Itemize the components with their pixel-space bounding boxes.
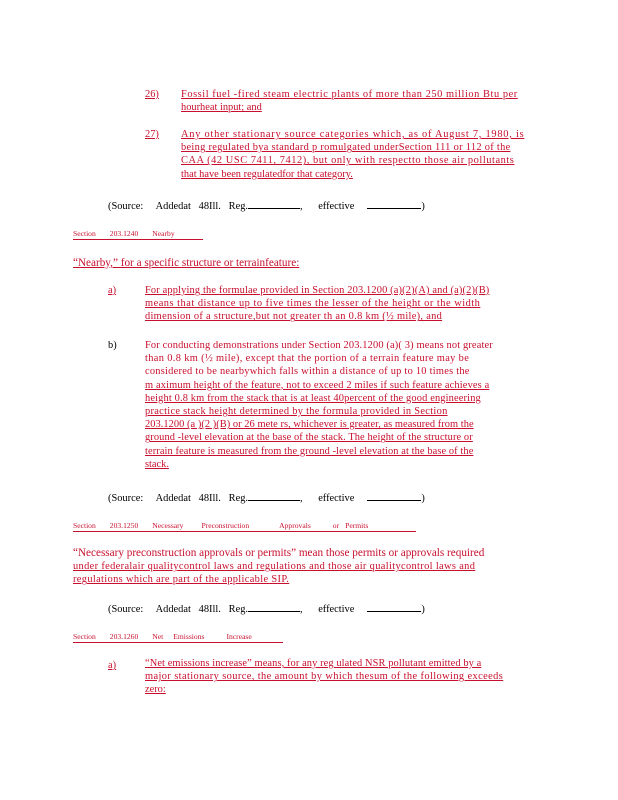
item-a-text bbox=[145, 284, 530, 324]
source-effective: effective bbox=[318, 604, 355, 615]
item-27-line: CAA (42 USC 7411, 7412), but only with respectto those air pollutants bbox=[181, 155, 515, 167]
source-reg: Reg. bbox=[228, 201, 248, 212]
item-b-line: height 0.8 km from the stack that is at least 40percent of the good engineering bbox=[145, 392, 481, 404]
net-emissions-line: “Net emissions increase” means, for any reg ulated NSR pollutant emitted by a bbox=[145, 658, 482, 669]
source-label: (Source: bbox=[108, 493, 144, 504]
item-b-line: than 0.8 km (½ mile), except that the portion of a terrain feature may be bbox=[145, 353, 470, 365]
heading-title: Approvals bbox=[279, 521, 311, 530]
item-26-line: Fossil fuel -fired steam electric plants of more than 250 million Btu per bbox=[181, 89, 518, 100]
blank-line bbox=[367, 199, 421, 209]
item-a-line: For applying the formulae provided in Section 203.1200 (a)(2)(A) and (a)(2)(B) bbox=[145, 285, 490, 296]
source-reg: Reg. bbox=[228, 604, 248, 615]
item-26-line: hourheat input; and bbox=[181, 102, 262, 114]
heading-word: Section bbox=[73, 632, 96, 641]
item-27-number: 27) bbox=[145, 129, 159, 140]
source-note: (Source: Addedat 48Ill. Reg. , effective ) bbox=[108, 493, 425, 504]
net-emissions-text bbox=[145, 657, 530, 697]
item-a-letter: a) bbox=[108, 660, 117, 671]
source-label: (Source: bbox=[108, 201, 144, 212]
body-line: under federalair qualitycontrol laws and regulations and those air qualitycontrol laws and bbox=[73, 561, 476, 572]
item-b-line: stack. bbox=[145, 458, 169, 470]
item-26-text bbox=[181, 88, 526, 114]
item-27-text bbox=[181, 128, 541, 181]
body-line: “Necessary preconstruction approvals or permits” mean those permits or approvals required bbox=[73, 547, 485, 559]
heading-word: Section bbox=[73, 229, 96, 238]
body-line: regulations which are part of the applicable SIP. bbox=[73, 574, 290, 586]
source-reg: Reg. bbox=[228, 493, 248, 504]
item-27-line: being regulated bya standard p romulgated underSection 111 or 112 of the bbox=[181, 142, 511, 154]
source-note: (Source: Addedat 48Ill. Reg. , effective ) bbox=[108, 604, 425, 615]
item-b-text bbox=[145, 339, 535, 471]
source-added: Addedat bbox=[155, 201, 191, 212]
item-26-number: 26) bbox=[145, 89, 159, 100]
heading-title: Net bbox=[152, 632, 164, 641]
source-added: Addedat bbox=[155, 604, 191, 615]
blank-line bbox=[367, 602, 421, 612]
source-effective: effective bbox=[318, 201, 355, 212]
source-added: Addedat bbox=[155, 493, 191, 504]
item-b-line: m aximum height of the feature, not to exceed 2 miles if such feature achieves a bbox=[145, 379, 490, 391]
heading-title: Permits bbox=[345, 521, 369, 530]
item-b-line: For conducting demonstrations under Section 203.1200 (a)( 3) means not greater bbox=[145, 340, 493, 351]
item-b-line: considered to be nearbywhich falls within a distance of up to 10 times the bbox=[145, 366, 470, 378]
net-emissions-line: major stationary source, the amount by which thesum of the following exceeds bbox=[145, 671, 504, 683]
section-1260-heading bbox=[73, 632, 283, 643]
net-emissions-line: zero: bbox=[145, 684, 166, 696]
item-b-line: terrain feature is measured from the ground -level elevation at the base of the bbox=[145, 445, 474, 457]
item-27-line: that have been regulatedfor that category. bbox=[181, 168, 353, 180]
source-close: ) bbox=[421, 604, 425, 615]
source-register: 48Ill. bbox=[198, 604, 221, 615]
source-register: 48Ill. bbox=[198, 493, 221, 504]
heading-word: Section bbox=[73, 521, 96, 530]
section-1250-body bbox=[73, 546, 533, 586]
item-a-line: means that distance up to five times the lesser of the height or the width bbox=[145, 298, 481, 310]
nearby-definition: “Nearby,” for a specific structure or terrainfeature: bbox=[73, 257, 300, 269]
heading-number: 203.1250 bbox=[109, 521, 139, 530]
source-register: 48Ill. bbox=[198, 201, 221, 212]
source-close: ) bbox=[421, 493, 425, 504]
section-1250-heading bbox=[73, 521, 416, 532]
blank-line bbox=[248, 199, 300, 209]
item-b-line: ground -level elevation at the base of the stack. The height of the structure or bbox=[145, 432, 473, 444]
item-a-letter: a) bbox=[108, 285, 117, 296]
blank-line bbox=[248, 491, 300, 501]
heading-number: 203.1240 bbox=[109, 229, 139, 238]
blank-line bbox=[248, 602, 300, 612]
heading-title: Necessary bbox=[152, 521, 184, 530]
item-b-letter: b) bbox=[108, 340, 117, 351]
heading-number: 203.1260 bbox=[109, 632, 139, 641]
section-1240-heading bbox=[73, 229, 203, 240]
item-a-line: dimension of a structure,but not greater th an 0.8 km (½ mile), and bbox=[145, 311, 443, 323]
heading-title: or bbox=[332, 521, 340, 530]
heading-title: Increase bbox=[226, 632, 252, 641]
source-note: (Source: Addedat 48Ill. Reg. , effective ) bbox=[108, 201, 425, 212]
item-27-line: Any other stationary source categories which, as of August 7, 1980, is bbox=[181, 129, 525, 140]
source-close: ) bbox=[421, 201, 425, 212]
item-b-line: 203.1200 (a )(2 )(B) or 26 mete rs, whichever is greater, as measured from the bbox=[145, 419, 474, 431]
blank-line bbox=[367, 491, 421, 501]
source-effective: effective bbox=[318, 493, 355, 504]
heading-title: Preconstruction bbox=[201, 521, 250, 530]
heading-title: Nearby bbox=[152, 229, 175, 238]
source-label: (Source: bbox=[108, 604, 144, 615]
heading-title: Emissions bbox=[173, 632, 205, 641]
item-b-line: practice stack height determined by the formula provided in Section bbox=[145, 406, 448, 418]
